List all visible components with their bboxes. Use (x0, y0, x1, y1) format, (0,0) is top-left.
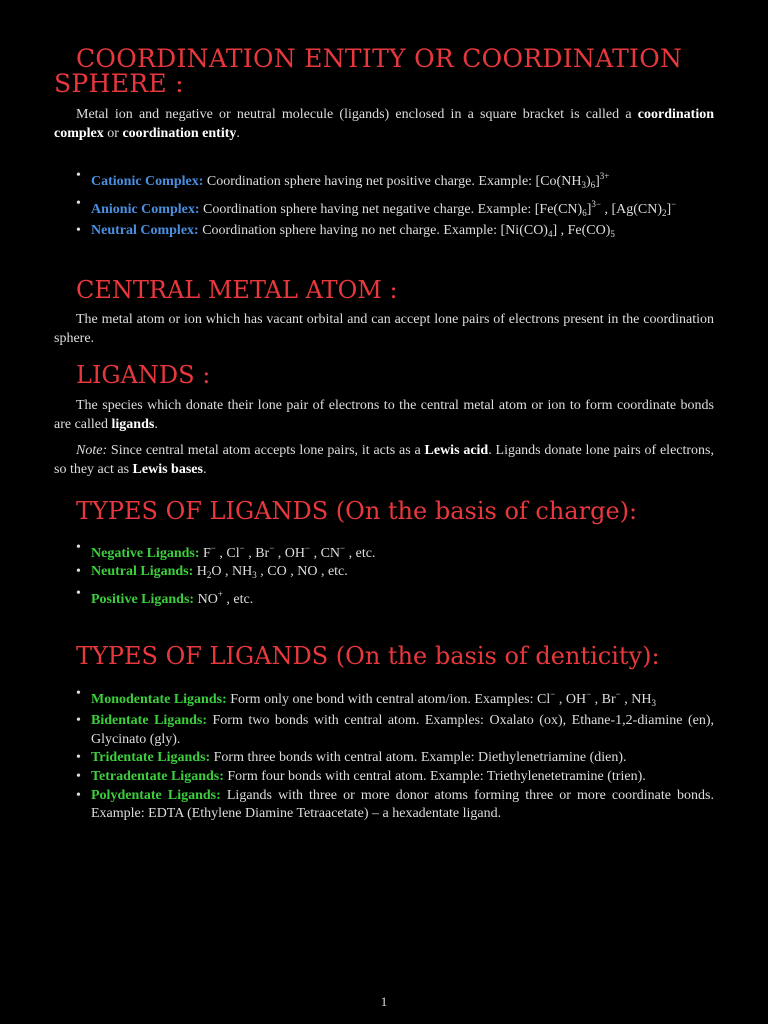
list-item-polydentate: • Polydentate Ligands: Ligands with three or more donor atoms forming three or more coordinate bonds. Example: EDTA (Ethylene Diamine Tetraacetate) – a hexadentate ligand. (91, 787, 714, 824)
list-item-tridentate: • Tridentate Ligands: Form three bonds with central atom. Example: Diethylenetriamine (dien). (91, 749, 714, 768)
list-item-bidentate: • Bidentate Ligands: Form two bonds with central atom. Examples: Oxalato (ox), Ethane-1,2-diamine (en), Glycinato (gly). (91, 712, 714, 749)
page-number: 1 (380, 994, 388, 1009)
section-title-central-metal-atom: CENTRAL METAL ATOM : (76, 275, 398, 304)
list-item-anionic: • Anionic Complex: Coordination sphere having net negative charge. Example: $[Fe(CN)_6]^{3-}$ , $[Ag(CN)_2]^-$ (91, 195, 714, 223)
denticity-ligand-list (54, 685, 714, 824)
list-item-tetradentate: • Tetradentate Ligands: Form four bonds with central atom. Example: Triethylenetetramine (trien). (91, 768, 714, 787)
list-item-neutral-complex: • Neutral Complex: Coordination sphere having no net charge. Example: $[Ni(CO)_4]$ , $Fe(CO)_5$ (91, 222, 714, 244)
list-item-monodentate: • Monodentate Ligands: Form only one bond with central atom/ion. Examples: Cl− , OH− , Br− , $NH_3$ (91, 685, 714, 713)
section-title-ligands-denticity: TYPES OF LIGANDS (On the basis of denticity): (76, 641, 660, 670)
central-metal-atom-paragraph: The metal atom or ion which has vacant orbital and can accept lone pairs of electrons present in the coordination sphere. (54, 311, 714, 346)
note-paragraph: Note: Since central metal atom accepts lone pairs, it acts as a Lewis acid. Ligands donate lone pairs of electrons, so they act as Lewis bases. (54, 442, 714, 477)
section-title-ligands-charge: TYPES OF LIGANDS (On the basis of charge): (76, 496, 638, 525)
charge-ligand-list (54, 539, 714, 610)
list-item-negative-ligands: • Negative Ligands: F− , Cl− , Br− , OH− , CN− , etc. (91, 539, 714, 564)
section-title-coordination-entity: COORDINATION ENTITY OR COORDINATION SPHERE : (54, 44, 683, 98)
section-title-ligands: LIGANDS : (76, 360, 211, 389)
list-item-neutral-ligands: • Neutral Ligands: $H_2O$ , $NH_3$ , CO , NO , etc. (91, 563, 714, 585)
note-label: Note: (76, 442, 108, 458)
list-item-cationic: • Cationic Complex: Coordination sphere having net positive charge. Example: $[Co(NH_3)_6]^{3+}$ (91, 167, 714, 195)
list-item-positive-ligands: • Positive Ligands: NO+ , etc. (91, 585, 714, 610)
coordination-entity-paragraph: Metal ion and negative or neutral molecule (ligands) enclosed in a square bracket is called a coordination complex or coordination entity. (54, 107, 714, 141)
complex-type-list (54, 167, 714, 244)
document-page (54, 46, 714, 824)
ligands-paragraph: The species which donate their lone pair of electrons to the central metal atom or ion to form coordinate bonds are called ligands. (54, 397, 714, 432)
